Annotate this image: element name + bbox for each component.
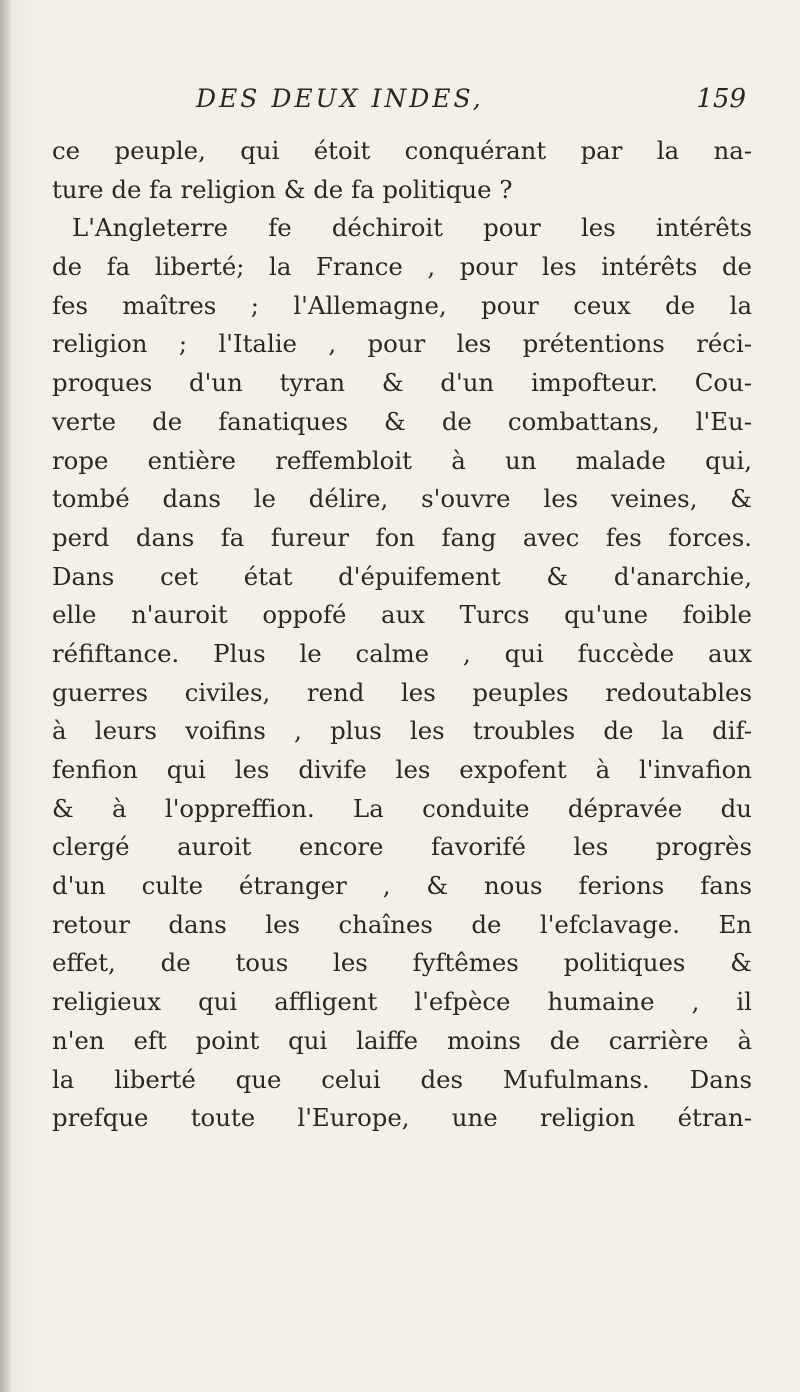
text-line: religion ; l'Italie , pour les prétentions réci- — [52, 329, 752, 359]
text-line: ture de fa religion & de fa politique ? — [52, 174, 513, 204]
gutter-shadow — [0, 0, 12, 1392]
body-text — [52, 132, 752, 1138]
text-line: proques d'un tyran & d'un impofteur. Cou- — [52, 368, 752, 398]
page-number: 159 — [696, 84, 746, 114]
text-line: retour dans les chaînes de l'efclavage. En — [52, 909, 752, 939]
text-line: elle n'auroit oppofé aux Turcs qu'une foible — [52, 600, 752, 630]
text-line: tombé dans le délire, s'ouvre les veines, & — [52, 484, 752, 514]
text-line: perd dans fa fureur fon fang avec fes forces. — [52, 522, 752, 552]
text-line: fenfion qui les divife les expofent à l'invafion — [52, 755, 752, 784]
running-title: DES DEUX INDES, — [196, 84, 484, 113]
text-line: religieux qui affligent l'efpèce humaine , il — [52, 987, 752, 1017]
text-line: clergé auroit encore favorifé les progrès — [52, 832, 752, 862]
text-line: L'Angleterre fe déchiroit pour les intérêts — [72, 213, 752, 243]
text-line: d'un culte étranger , & nous ferions fans — [52, 871, 752, 901]
text-line: guerres civiles, rend les peuples redoutables — [52, 677, 752, 707]
text-line: fes maîtres ; l'Allemagne, pour ceux de la — [52, 290, 752, 320]
text-line: de fa liberté; la France , pour les intérêts de — [52, 252, 752, 282]
text-line: rope entière reffembloit à un malade qui, — [52, 445, 752, 475]
page-header — [196, 84, 746, 124]
text-line: réfiftance. Plus le calme , qui fuccède aux — [52, 638, 752, 668]
text-line: ce peuple, qui étoit conquérant par la na- — [52, 136, 752, 165]
text-line: verte de fanatiques & de combattans, l'Eu- — [52, 406, 752, 436]
text-line: prefque toute l'Europe, une religion étran- — [52, 1103, 752, 1133]
text-line: Dans cet état d'épuifement & d'anarchie, — [52, 561, 752, 591]
text-line: & à l'oppreffion. La conduite dépravée du — [52, 793, 752, 823]
text-line: la liberté que celui des Mufulmans. Dans — [52, 1064, 752, 1094]
text-line: à leurs voifins , plus les troubles de la dif- — [52, 716, 752, 746]
text-line: effet, de tous les fyftêmes politiques & — [52, 948, 752, 978]
text-line: n'en eft point qui laiffe moins de carrière à — [52, 1025, 752, 1055]
